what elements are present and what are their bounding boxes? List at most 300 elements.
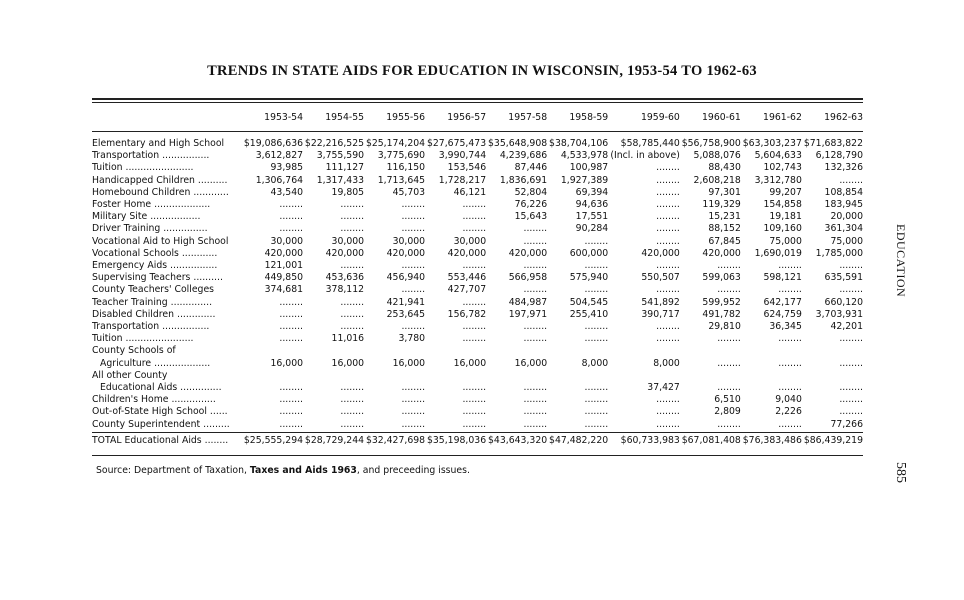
cell-value: 77,266 [830,418,863,430]
table-row [92,272,863,284]
cell-value: 119,329 [702,199,741,211]
column-header: 1961-62 [763,111,802,123]
table-row [92,175,863,187]
state-aids-table [92,106,863,447]
cell-value: 93,985 [270,162,304,174]
row-label [92,150,242,162]
cell-value: 87,446 [514,162,548,174]
cell-value: ........ [340,382,365,394]
cell-value: ........ [279,406,304,418]
cell-value: 29,810 [708,321,741,333]
leader-dots: ............. [174,308,216,320]
row-label [92,211,242,223]
cell-value: 1,728,217 [438,174,487,186]
cell-value: 97,301 [708,186,741,198]
cell-value: ........ [401,223,426,235]
cell-value: ........ [656,211,680,223]
cell-value: 541,892 [641,296,680,308]
cell-value: $27,675,473 [426,138,487,149]
row-label [92,394,242,406]
cell-value: 453,636 [325,272,365,284]
cell-value: 3,703,931 [815,308,863,320]
cell-value: 2,226 [775,406,802,418]
cell-value: ........ [656,284,680,296]
page-number: 585 [893,462,908,483]
cell-value: ........ [401,321,426,333]
cell-value: 16,000 [392,357,426,369]
cell-value: ........ [279,321,304,333]
cell-value: 19,181 [769,211,802,223]
cell-value: ........ [656,406,680,418]
cell-value: 600,000 [569,247,609,259]
cell-value: $76,383,486 [742,434,802,446]
side-section-label: EDUCATION [894,224,908,298]
cell-value: 3,755,590 [316,150,365,162]
leader-dots: ................... [151,357,211,369]
cell-value: 642,177 [763,296,802,308]
cell-value: ........ [279,382,304,394]
row-label-text: Tuition [92,333,123,345]
cell-value: 88,430 [708,162,741,174]
cell-value: 8,000 [581,357,609,369]
column-header: 1953-54 [264,111,304,123]
cell-value: ........ [340,211,365,223]
cell-value: 45,703 [392,186,426,198]
table-row [92,211,863,223]
cell-value: ........ [656,223,680,235]
cell-value: $63,303,237 [742,138,802,149]
cell-value: ........ [523,284,548,296]
row-label-text: Driver Training [92,223,161,235]
cell-value: 1,713,645 [377,174,426,186]
cell-value: 3,775,690 [377,150,426,162]
cell-value: $25,555,294 [243,434,304,446]
cell-value: 30,000 [392,235,426,247]
cell-value: ........ [656,199,680,211]
cell-value: $86,439,219 [803,434,863,446]
cell-value: ........ [523,406,548,418]
cell-value: 156,782 [447,308,487,320]
cell-value: 42,201 [830,321,863,333]
row-label-text: Children's Home [92,394,169,406]
cell-value: ........ [279,394,304,406]
leader-dots: ....................... [122,162,194,174]
cell-value: 566,958 [508,272,548,284]
row-label-text: Supervising Teachers [92,272,191,284]
cell-value: 378,112 [325,284,365,296]
cell-value: 1,785,000 [815,247,863,259]
cell-value: 46,121 [453,186,487,198]
cell-value: $22,216,525 [304,138,365,149]
row-label-text: County Schools of [92,345,176,357]
cell-value: 15,643 [514,211,548,223]
cell-value: 575,940 [569,272,609,284]
cell-value: 484,987 [508,296,548,308]
cell-value: ........ [279,333,304,345]
cell-value: 100,987 [569,162,609,174]
cell-value: 504,545 [569,296,609,308]
cell-value: 37,427 [647,382,680,394]
cell-value: ........ [584,260,609,272]
cell-value: 427,707 [447,284,487,296]
cell-value: ........ [523,382,548,394]
cell-value: 30,000 [453,235,487,247]
table-row [92,309,863,321]
cell-value: 2,809 [714,406,741,418]
table-row [92,138,863,150]
cell-value: 5,604,633 [754,150,802,162]
table-row [92,419,863,431]
cell-value: 153,546 [447,162,487,174]
leader-dots: ............ [178,247,218,259]
cell-value: 67,845 [708,235,741,247]
cell-value: 108,854 [824,186,863,198]
cell-value: $67,081,408 [681,434,741,446]
cell-value: 449,850 [264,272,304,284]
leader-dots: ................. [147,211,201,223]
row-label-text: Homebound Children [92,186,191,198]
table-row [92,406,863,418]
cell-value: 6,128,790 [815,150,863,162]
cell-value: 361,304 [824,223,863,235]
cell-value: ........ [340,321,365,333]
cell-value: 2,608,218 [693,174,741,186]
row-label [92,260,242,272]
leader-dots: ...... [206,406,228,418]
cell-value: $32,427,698 [365,434,426,446]
row-label-text: Vocational Schools [92,247,179,259]
leader-dots: ................ [159,321,210,333]
page-title: TRENDS IN STATE AIDS FOR EDUCATION IN WISCONSIN, 1953-54 TO 1962-63 [207,63,757,79]
cell-value: ........ [523,235,548,247]
cell-value: 491,782 [702,308,741,320]
cell-value: ........ [839,174,863,186]
cell-value: 30,000 [331,235,365,247]
cell-value: ........ [584,321,609,333]
leader-dots: ........ [201,434,229,446]
cell-value: 69,394 [575,186,609,198]
cell-value: ........ [717,382,741,394]
cell-value: ........ [462,394,487,406]
cell-value: 90,284 [575,223,609,235]
row-label-text: Out-of-State High School [92,406,207,418]
row-label-text: All other County [92,369,168,381]
cell-value: 3,990,744 [438,150,487,162]
header-row [92,106,863,130]
cell-value: ........ [584,382,609,394]
total-row [92,431,863,447]
column-header: 1958-59 [569,111,609,123]
cell-value: 420,000 [325,247,365,259]
row-label-text: Transportation [92,150,160,162]
cell-value: 635,591 [824,272,863,284]
cell-value: ........ [401,199,426,211]
cell-value: 52,804 [514,186,548,198]
row-label-text: TOTAL Educational Aids [92,434,202,446]
source-prefix: Source: Department of Taxation, [96,465,250,476]
leader-dots: .......... [194,174,228,186]
cell-value: 374,681 [264,284,304,296]
cell-value: 116,150 [386,162,426,174]
cell-value: ........ [279,211,304,223]
row-label-text: Tuition [92,162,123,174]
leader-dots: ................... [151,199,211,211]
cell-value: ........ [340,260,365,272]
cell-value: 599,063 [702,272,741,284]
cell-value: ........ [401,260,426,272]
cell-value: ........ [462,223,487,235]
cell-value: ........ [279,223,304,235]
row-label-text: Transportation [92,321,160,333]
cell-value: $60,733,983 [620,434,680,446]
cell-value: (Incl. in above) [610,150,680,162]
cell-value: 420,000 [702,247,741,259]
column-header: 1956-57 [447,111,487,123]
cell-value: 36,345 [769,321,802,333]
cell-value: ........ [340,223,365,235]
cell-value: ........ [584,418,609,430]
row-label-text: Elementary and High School [92,138,225,149]
cell-value: $19,086,636 [243,138,304,149]
leader-dots: .............. [177,382,222,394]
table-row [92,297,863,309]
cell-value: 15,231 [708,211,741,223]
column-header: 1957-58 [508,111,548,123]
row-label [92,321,242,333]
cell-value: ........ [401,284,426,296]
cell-value: 553,446 [447,272,487,284]
cell-value: ........ [778,418,802,430]
table-row [92,321,863,333]
table-row [92,236,863,248]
row-label [92,309,242,321]
cell-value: 599,952 [702,296,741,308]
row-label [92,406,242,418]
table-row [92,370,863,394]
cell-value: 16,000 [331,357,365,369]
cell-value: ........ [656,418,680,430]
cell-value: ........ [523,260,548,272]
cell-value: 109,160 [763,223,802,235]
table-row [92,223,863,235]
source-note [96,465,470,476]
cell-value: ........ [401,211,426,223]
cell-value: ........ [656,235,680,247]
cell-value: $43,643,320 [488,434,548,446]
cell-value: 8,000 [653,357,680,369]
cell-value: ........ [839,333,863,345]
cell-value: 197,971 [508,308,548,320]
source-title: Taxes and Aids 1963 [249,465,357,476]
cell-value: 19,805 [331,186,365,198]
cell-value: 75,000 [830,235,863,247]
cell-value: ........ [340,296,365,308]
table-row [92,187,863,199]
cell-value: ........ [279,296,304,308]
cell-value: ........ [717,418,741,430]
cell-value: ........ [584,406,609,418]
cell-value: ........ [584,333,609,345]
cell-value: 20,000 [830,211,863,223]
cell-value: 30,000 [270,235,304,247]
cell-value: 154,858 [763,199,802,211]
row-label-text: Handicapped Children [92,174,195,186]
cell-value: $28,729,244 [304,434,365,446]
leader-dots: .......... [190,272,223,284]
cell-value: $35,198,036 [426,434,487,446]
cell-value: 4,533,978 [560,150,609,162]
cell-value: 5,088,076 [693,150,741,162]
cell-value: ........ [656,260,680,272]
cell-value: ........ [717,260,741,272]
cell-value: 88,152 [708,223,741,235]
column-header: 1954-55 [325,111,365,123]
cell-value: ........ [839,284,863,296]
cell-value: ........ [778,284,802,296]
row-label [92,162,242,174]
cell-value: ........ [462,211,487,223]
cell-value: ........ [523,394,548,406]
column-header: 1959-60 [640,111,680,123]
cell-value: 121,001 [264,260,304,272]
cell-value: ........ [656,333,680,345]
cell-value: 660,120 [824,296,863,308]
leader-dots: ............... [168,394,216,406]
table-row [92,162,863,174]
cell-value: 550,507 [641,272,680,284]
cell-value: 75,000 [769,235,802,247]
cell-value: ........ [401,394,426,406]
cell-value: ........ [839,394,863,406]
bottom-rule [92,455,863,456]
cell-value: ........ [778,382,802,394]
row-label [92,138,242,150]
cell-value: 420,000 [386,247,426,259]
cell-value: ........ [717,284,741,296]
cell-value: ........ [656,186,680,198]
leader-dots: ................ [167,260,218,272]
cell-value: 16,000 [514,357,548,369]
cell-value: ........ [462,382,487,394]
cell-value: ........ [717,333,741,345]
cell-value: 4,239,686 [499,150,548,162]
cell-value: 3,780 [398,333,426,345]
cell-value: ........ [340,308,365,320]
cell-value: 16,000 [453,357,487,369]
cell-value: ........ [778,333,802,345]
cell-value: ........ [523,333,548,345]
cell-value: 420,000 [508,247,548,259]
cell-value: 624,759 [763,308,802,320]
cell-value: 253,645 [386,308,426,320]
cell-value: 94,636 [575,199,609,211]
row-label-text: County Teachers' Colleges [92,284,215,296]
cell-value: ........ [462,260,487,272]
row-label [92,236,242,248]
row-label-text: Emergency Aids [92,260,168,272]
cell-value: ........ [340,406,365,418]
cell-value: 102,743 [763,162,802,174]
spacer-row [92,130,863,138]
cell-value: ........ [584,235,609,247]
cell-value: ........ [340,199,365,211]
top-rule-thick [92,98,863,100]
cell-value: ........ [401,418,426,430]
cell-value: ........ [778,357,802,369]
cell-value: 421,941 [386,296,426,308]
cell-value: ........ [523,418,548,430]
cell-value: ........ [279,199,304,211]
row-label [92,175,242,187]
cell-value: 3,312,780 [754,174,802,186]
cell-value: 6,510 [714,394,741,406]
cell-value: 420,000 [641,247,680,259]
cell-value: $35,648,908 [488,138,548,149]
column-header: 1955-56 [386,111,426,123]
cell-value: ........ [523,321,548,333]
row-label [92,297,242,309]
cell-value: ........ [340,418,365,430]
cell-value: 1,836,691 [499,174,548,186]
cell-value: ........ [462,321,487,333]
cell-value: ........ [584,394,609,406]
cell-value: ........ [839,406,863,418]
row-label-text: Foster Home [92,199,152,211]
cell-value: ........ [462,333,487,345]
cell-value: 132,326 [824,162,863,174]
cell-value: ........ [340,394,365,406]
cell-value: 16,000 [270,357,304,369]
row-label-text: Teacher Training [92,296,168,308]
table-row [92,333,863,345]
table-row [92,345,863,369]
row-label [92,345,242,369]
table-row [92,150,863,162]
row-label [92,431,242,447]
row-label [92,187,242,199]
cell-value: ........ [279,308,304,320]
cell-value: ........ [656,174,680,186]
cell-value: ........ [656,162,680,174]
cell-value: 99,207 [769,186,802,198]
cell-value: 1,927,389 [560,174,609,186]
leader-dots: ......... [200,418,230,430]
row-label-text: Vocational Aid to High School [92,235,229,247]
cell-value: ........ [839,357,863,369]
top-rule-thin [92,102,863,103]
cell-value: ........ [401,406,426,418]
table-row [92,284,863,296]
row-label [92,223,242,235]
table-body [92,130,863,447]
cell-value: 420,000 [264,247,304,259]
cell-value: ........ [401,382,426,394]
leader-dots: ................ [159,150,210,162]
cell-value: ........ [656,321,680,333]
cell-value: ........ [839,382,863,394]
row-label [92,199,242,211]
cell-value: 598,121 [763,272,802,284]
cell-value: ........ [839,260,863,272]
source-suffix: , and preceeding issues. [356,465,470,476]
cell-value: 9,040 [775,394,802,406]
cell-value: 11,016 [331,333,365,345]
cell-value: 1,306,764 [255,174,304,186]
cell-value: ........ [523,223,548,235]
cell-value: $58,785,440 [620,138,680,149]
leader-dots: .............. [167,296,213,308]
cell-value: 111,127 [325,162,365,174]
